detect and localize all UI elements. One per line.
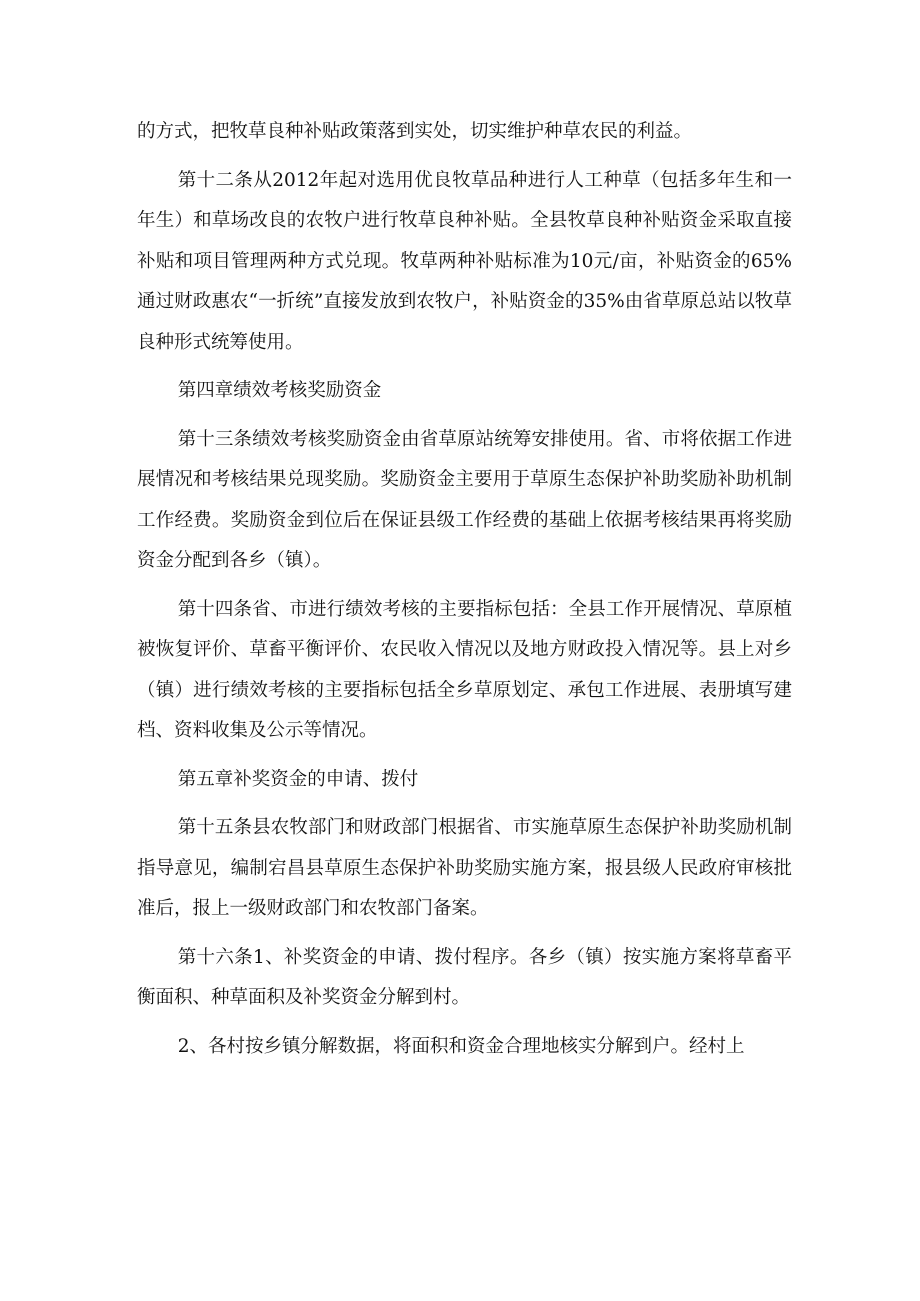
paragraph-article-14: 第十四条省、市进行绩效考核的主要指标包括：全县工作开展情况、草原植被恢复评价、草畜平衡评价、农民收入情况以及地方财政投入情况等。县上对乡（镇）进行绩效考核的主要指标包括全乡草原划定、承包工作进展、表册填写建档、资料收集及公示等情况。 [137,598,792,741]
paragraph-article-13: 第十三条绩效考核奖励资金由省草原站统筹安排使用。省、市将依据工作进展情况和考核结果兑现奖励。奖励资金主要用于草原生态保护补助奖励补助机制工作经费。奖励资金到位后在保证县级工作经费的基础上依据考核结果再将奖励资金分配到各乡（镇）。 [137,428,792,571]
document-body [137,112,792,1067]
paragraph-article-12: 第十二条从2012年起对选用优良牧草品种进行人工种草（包括多年生和一年生）和草场改良的农牧户进行牧草良种补贴。全县牧草良种补贴资金采取直接补贴和项目管理两种方式兑现。牧草两种补贴标准为10元/亩，补贴资金的65%通过财政惠农“一折统”直接发放到农牧户，补贴资金的35%由省草原总站以牧草良种形式统筹使用。 [137,169,792,353]
chapter-heading-4: 第四章绩效考核奖励资金 [177,380,382,401]
chapter-heading-5: 第五章补奖资金的申请、拨付 [177,768,419,790]
paragraph-article-15: 第十五条县农牧部门和财政部门根据省、市实施草原生态保护补助奖励机制指导意见，编制宕昌县草原生态保护补助奖励实施方案，报县级人民政府审核批准后，报上一级财政部门和农牧部门备案。 [137,817,792,919]
paragraph-continuation: 的方式，把牧草良种补贴政策落到实处，切实维护种草农民的利益。 [137,121,693,142]
paragraph-item-2: 2、各村按乡镇分解数据，将面积和资金合理地核实分解到户。经村上 [177,1035,745,1057]
paragraph-article-16: 第十六条1、补奖资金的申请、拨付程序。各乡（镇）按实施方案将草畜平衡面积、种草面积及补奖资金分解到村。 [137,946,792,1008]
